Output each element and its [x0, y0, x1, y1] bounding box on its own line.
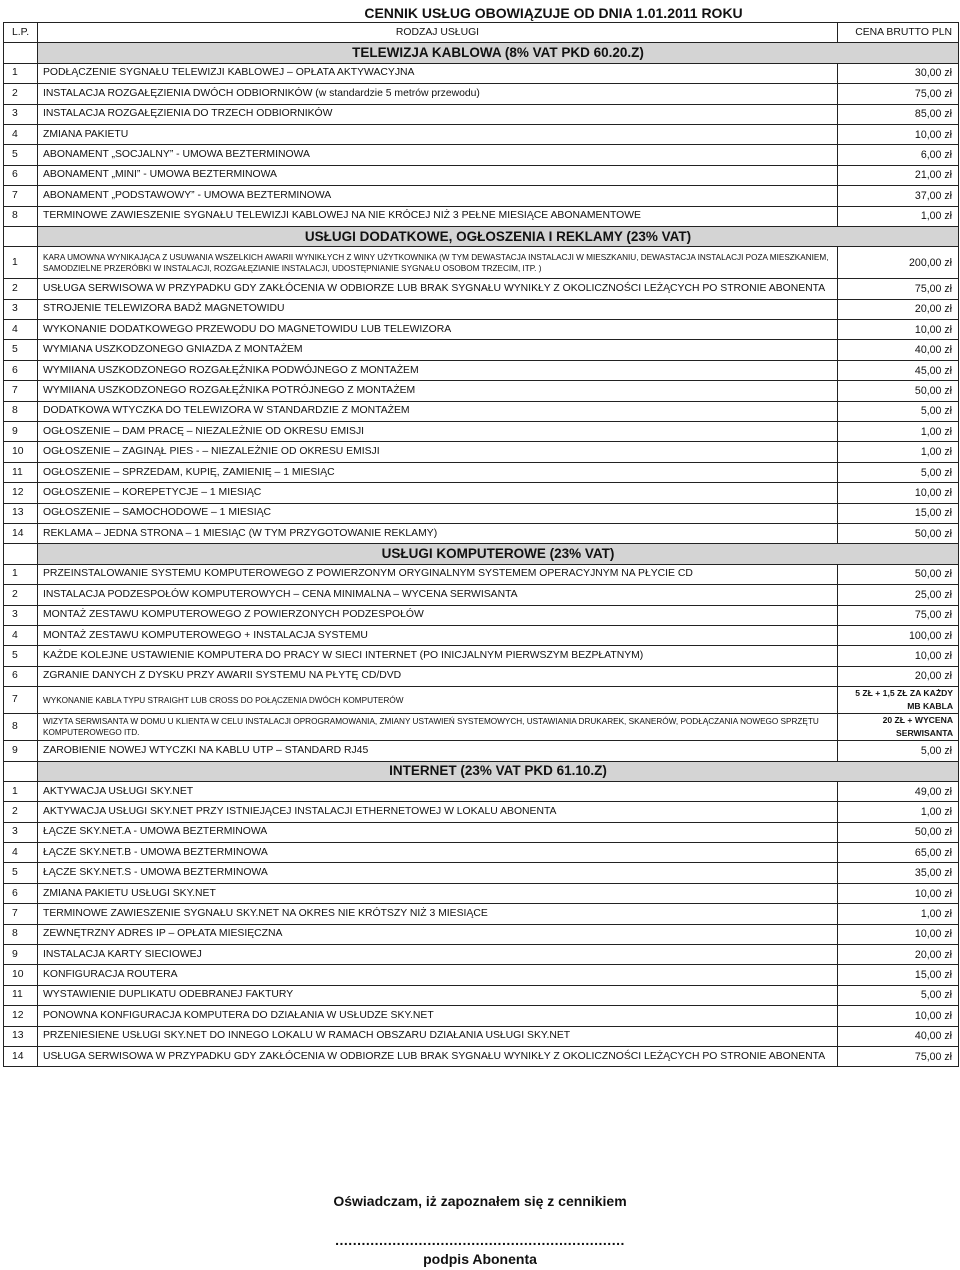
row-description: OGŁOSZENIE – SAMOCHODOWE – 1 MIESIĄC — [38, 503, 838, 523]
table-row — [4, 965, 959, 985]
row-number: 2 — [4, 279, 38, 299]
row-number: 1 — [4, 63, 38, 83]
column-header-lp: L.P. — [4, 23, 38, 43]
section-spacer — [4, 544, 38, 564]
table-row — [4, 462, 959, 482]
table-row — [4, 186, 959, 206]
row-description: ZAROBIENIE NOWEJ WTYCZKI NA KABLU UTP – STANDARD RJ45 — [38, 741, 838, 761]
table-row — [4, 63, 959, 83]
row-price: 10,00 zł — [838, 320, 959, 340]
row-description: ABONAMENT „MINI” - UMOWA BEZTERMINOWA — [38, 165, 838, 185]
row-price: 20,00 zł — [838, 666, 959, 686]
table-row — [4, 320, 959, 340]
row-number: 7 — [4, 381, 38, 401]
row-description: KAŻDE KOLEJNE USTAWIENIE KOMPUTERA DO PRACY W SIECI INTERNET (PO INICJALNYM PIERWSZYM BEZPŁATNYM) — [38, 646, 838, 666]
row-description: OGŁOSZENIE – ZAGINĄŁ PIES - – NIEZALEŻNIE OD OKRESU EMISJI — [38, 442, 838, 462]
row-description: AKTYWACJA USŁUGI SKY.NET — [38, 781, 838, 801]
row-description: PRZEINSTALOWANIE SYSTEMU KOMPUTEROWEGO Z POWIERZONYM ORYGINALNYM SYSTEMEM OPERACYJNYM NA PŁYCIE CD — [38, 564, 838, 584]
row-description: PONOWNA KONFIGURACJA KOMPUTERA DO DZIAŁANIA W USŁUDZE SKY.NET — [38, 1006, 838, 1026]
table-row — [4, 503, 959, 523]
table-row — [4, 381, 959, 401]
row-price: 20,00 zł — [838, 299, 959, 319]
section-spacer — [4, 761, 38, 781]
row-description: OGŁOSZENIE – DAM PRACĘ – NIEZALEŻNIE OD OKRESU EMISJI — [38, 422, 838, 442]
row-description: PRZENIESIENE USŁUGI SKY.NET DO INNEGO LOKALU W RAMACH OBSZARU DZIAŁANIA USŁUGI SKY.NET — [38, 1026, 838, 1046]
row-description: ABONAMENT „SOCJALNY” - UMOWA BEZTERMINOWA — [38, 145, 838, 165]
row-price: 200,00 zł — [838, 247, 959, 279]
table-row — [4, 84, 959, 104]
table-row — [4, 843, 959, 863]
row-price: 15,00 zł — [838, 503, 959, 523]
section-spacer — [4, 226, 38, 246]
price-list-sheet — [3, 4, 958, 1067]
row-price: 5 ZŁ + 1,5 ZŁ ZA KAŻDY MB KABLA — [838, 687, 959, 714]
table-row — [4, 279, 959, 299]
row-price: 50,00 zł — [838, 523, 959, 543]
row-number: 4 — [4, 625, 38, 645]
table-row — [4, 802, 959, 822]
table-row — [4, 1006, 959, 1026]
row-number: 3 — [4, 299, 38, 319]
section-heading: INTERNET (23% VAT PKD 61.10.Z) — [38, 761, 959, 781]
table-row — [4, 124, 959, 144]
row-number: 2 — [4, 802, 38, 822]
table-row — [4, 247, 959, 279]
table-row — [4, 883, 959, 903]
row-number: 1 — [4, 781, 38, 801]
table-row — [4, 985, 959, 1005]
table-row — [4, 104, 959, 124]
row-description: WIZYTA SERWISANTA W DOMU U KLIENTA W CELU INSTALACJI OPROGRAMOWANIA, ZMIANY USTAWIEŃ SYSTEMOWYCH, USTAWIANIA DRUKAREK, SKANERÓW, PODŁĄCZANIA NOWEGO SPRZĘTU KOMPUTEROWEGO ITD. — [38, 714, 838, 741]
row-number: 8 — [4, 714, 38, 741]
row-description: INSTALACJA PODZESPOŁÓW KOMPUTEROWYCH – CENA MINIMALNA – WYCENA SERWISANTA — [38, 585, 838, 605]
row-price: 10,00 zł — [838, 124, 959, 144]
row-description: KONFIGURACJA ROUTERA — [38, 965, 838, 985]
row-number: 9 — [4, 422, 38, 442]
signature-line: .................................................................. — [335, 1232, 625, 1248]
row-description: WYMIIANA USZKODZONEGO ROZGAŁĘŹNIKA POTRÓJNEGO Z MONTAŻEM — [38, 381, 838, 401]
row-number: 6 — [4, 883, 38, 903]
row-price: 6,00 zł — [838, 145, 959, 165]
row-number: 7 — [4, 904, 38, 924]
section-header-row — [4, 43, 959, 63]
row-number: 4 — [4, 843, 38, 863]
section-heading: USŁUGI DODATKOWE, OGŁOSZENIA I REKLAMY (23% VAT) — [38, 226, 959, 246]
row-number: 1 — [4, 247, 38, 279]
section-header-row — [4, 544, 959, 564]
row-number: 14 — [4, 1046, 38, 1066]
row-description: USŁUGA SERWISOWA W PRZYPADKU GDY ZAKŁÓCENIA W ODBIORZE LUB BRAK SYGNAŁU WYNIKŁY Z OKOLICZNOŚCI LEŻĄCYCH PO STRONIE ABONENTA — [38, 279, 838, 299]
row-number: 5 — [4, 340, 38, 360]
row-price: 50,00 zł — [838, 381, 959, 401]
row-description: DODATKOWA WTYCZKA DO TELEWIZORA W STANDARDZIE Z MONTAŻEM — [38, 401, 838, 421]
title-row — [4, 4, 959, 23]
row-price: 15,00 zł — [838, 965, 959, 985]
row-number: 7 — [4, 186, 38, 206]
row-description: PODŁĄCZENIE SYGNAŁU TELEWIZJI KABLOWEJ – OPŁATA AKTYWACYJNA — [38, 63, 838, 83]
table-row — [4, 924, 959, 944]
table-row — [4, 206, 959, 226]
row-price: 37,00 zł — [838, 186, 959, 206]
row-price: 10,00 zł — [838, 646, 959, 666]
row-number: 3 — [4, 605, 38, 625]
row-price: 20,00 zł — [838, 945, 959, 965]
table-row — [4, 1026, 959, 1046]
section-header-row — [4, 761, 959, 781]
row-description: ZMIANA PAKIETU USŁUGI SKY.NET — [38, 883, 838, 903]
row-price: 75,00 zł — [838, 84, 959, 104]
table-row — [4, 945, 959, 965]
table-row — [4, 1046, 959, 1066]
table-row — [4, 523, 959, 543]
row-price: 75,00 zł — [838, 279, 959, 299]
row-price: 1,00 zł — [838, 206, 959, 226]
row-number: 2 — [4, 84, 38, 104]
row-number: 10 — [4, 965, 38, 985]
row-price: 5,00 zł — [838, 741, 959, 761]
row-price: 30,00 zł — [838, 63, 959, 83]
row-description: INSTALACJA ROZGAŁĘZIENIA DWÓCH ODBIORNIKÓW (w standardzie 5 metrów przewodu) — [38, 84, 838, 104]
table-row — [4, 781, 959, 801]
row-description: ZMIANA PAKIETU — [38, 124, 838, 144]
table-row — [4, 145, 959, 165]
table-row — [4, 625, 959, 645]
row-number: 9 — [4, 945, 38, 965]
row-description: WYKONANIE KABLA TYPU STRAIGHT LUB CROSS DO POŁĄCZENIA DWÓCH KOMPUTERÓW — [38, 687, 838, 714]
row-description: ŁĄCZE SKY.NET.A - UMOWA BEZTERMINOWA — [38, 822, 838, 842]
row-price: 10,00 zł — [838, 883, 959, 903]
table-row — [4, 299, 959, 319]
row-price: 75,00 zł — [838, 605, 959, 625]
row-description: AKTYWACJA USŁUGI SKY.NET PRZY ISTNIEJĄCEJ INSTALACJI ETHERNETOWEJ W LOKALU ABONENTA — [38, 802, 838, 822]
row-number: 12 — [4, 483, 38, 503]
row-price: 45,00 zł — [838, 360, 959, 380]
page-title: CENNIK USŁUG OBOWIĄZUJE OD DNIA 1.01.2011 ROKU — [364, 5, 743, 21]
row-number: 8 — [4, 401, 38, 421]
row-description: ZGRANIE DANYCH Z DYSKU PRZY AWARII SYSTEMU NA PŁYTĘ CD/DVD — [38, 666, 838, 686]
row-price: 1,00 zł — [838, 442, 959, 462]
row-description: STROJENIE TELEWIZORA BADŹ MAGNETOWIDU — [38, 299, 838, 319]
row-number: 12 — [4, 1006, 38, 1026]
row-price: 25,00 zł — [838, 585, 959, 605]
row-price: 10,00 zł — [838, 483, 959, 503]
row-number: 6 — [4, 165, 38, 185]
table-row — [4, 714, 959, 741]
row-number: 6 — [4, 666, 38, 686]
row-price: 65,00 zł — [838, 843, 959, 863]
section-spacer — [4, 43, 38, 63]
row-price: 21,00 zł — [838, 165, 959, 185]
row-price: 5,00 zł — [838, 985, 959, 1005]
table-row — [4, 646, 959, 666]
row-description: TERMINOWE ZAWIESZENIE SYGNAŁU SKY.NET NA OKRES NIE KRÓTSZY NIŻ 3 MIESIĄCE — [38, 904, 838, 924]
row-description: USŁUGA SERWISOWA W PRZYPADKU GDY ZAKŁÓCENIA W ODBIORZE LUB BRAK SYGNAŁU WYNIKŁY Z OKOLICZNOŚCI LEŻĄCYCH PO STRONIE ABONENTA — [38, 1046, 838, 1066]
table-row — [4, 822, 959, 842]
row-price: 100,00 zł — [838, 625, 959, 645]
row-number: 11 — [4, 985, 38, 1005]
row-number: 4 — [4, 124, 38, 144]
price-table — [3, 4, 959, 1067]
row-number: 3 — [4, 104, 38, 124]
row-description: WYKONANIE DODATKOWEGO PRZEWODU DO MAGNETOWIDU LUB TELEWIZORA — [38, 320, 838, 340]
row-price: 40,00 zł — [838, 340, 959, 360]
table-row — [4, 360, 959, 380]
row-price: 20 ZŁ + WYCENA SERWISANTA — [838, 714, 959, 741]
row-number: 6 — [4, 360, 38, 380]
row-number: 14 — [4, 523, 38, 543]
row-number: 11 — [4, 462, 38, 482]
table-row — [4, 863, 959, 883]
row-description: MONTAŻ ZESTAWU KOMPUTEROWEGO + INSTALACJA SYSTEMU — [38, 625, 838, 645]
row-number: 5 — [4, 145, 38, 165]
column-header-price: CENA BRUTTO PLN — [838, 23, 959, 43]
table-row — [4, 564, 959, 584]
row-description: MONTAŻ ZESTAWU KOMPUTEROWEGO Z POWIERZONYCH PODZESPOŁÓW — [38, 605, 838, 625]
table-row — [4, 442, 959, 462]
table-row — [4, 666, 959, 686]
row-number: 9 — [4, 741, 38, 761]
price-table-body — [4, 4, 959, 1067]
row-number: 5 — [4, 646, 38, 666]
row-description: INSTALACJA KARTY SIECIOWEJ — [38, 945, 838, 965]
row-number: 10 — [4, 442, 38, 462]
row-number: 4 — [4, 320, 38, 340]
table-row — [4, 401, 959, 421]
row-price: 50,00 zł — [838, 822, 959, 842]
table-row — [4, 605, 959, 625]
section-heading: TELEWIZJA KABLOWA (8% VAT PKD 60.20.Z) — [38, 43, 959, 63]
row-price: 1,00 zł — [838, 802, 959, 822]
row-number: 8 — [4, 206, 38, 226]
row-description: INSTALACJA ROZGAŁĘZIENIA DO TRZECH ODBIORNIKÓW — [38, 104, 838, 124]
column-header-row — [4, 23, 959, 43]
row-number: 8 — [4, 924, 38, 944]
row-price: 49,00 zł — [838, 781, 959, 801]
row-description: OGŁOSZENIE – KOREPETYCJE – 1 MIESIĄC — [38, 483, 838, 503]
signature-label: podpis Abonenta — [423, 1251, 537, 1267]
row-description: REKLAMA – JEDNA STRONA – 1 MIESIĄC (W TYM PRZYGOTOWANIE REKLAMY) — [38, 523, 838, 543]
row-price: 10,00 zł — [838, 1006, 959, 1026]
row-number: 13 — [4, 503, 38, 523]
row-price: 1,00 zł — [838, 904, 959, 924]
row-price: 1,00 zł — [838, 422, 959, 442]
table-row — [4, 340, 959, 360]
row-description: WYMIANA USZKODZONEGO GNIAZDA Z MONTAŻEM — [38, 340, 838, 360]
row-description: ZEWNĘTRZNY ADRES IP – OPŁATA MIESIĘCZNA — [38, 924, 838, 944]
row-description: ŁĄCZE SKY.NET.S - UMOWA BEZTERMINOWA — [38, 863, 838, 883]
table-row — [4, 585, 959, 605]
row-description: WYMIIANA USZKODZONEGO ROZGAŁĘŹNIKA PODWÓJNEGO Z MONTAŻEM — [38, 360, 838, 380]
table-row — [4, 422, 959, 442]
footer-statement: Oświadczam, iż zapoznałem się z cennikiem — [333, 1193, 627, 1209]
row-description: ABONAMENT „PODSTAWOWY” - UMOWA BEZTERMINOWA — [38, 186, 838, 206]
row-price: 40,00 zł — [838, 1026, 959, 1046]
column-header-service: RODZAJ USŁUGI — [38, 23, 838, 43]
row-description: OGŁOSZENIE – SPRZEDAM, KUPIĘ, ZAMIENIĘ – 1 MIESIĄC — [38, 462, 838, 482]
row-price: 35,00 zł — [838, 863, 959, 883]
row-price: 85,00 zł — [838, 104, 959, 124]
row-number: 7 — [4, 687, 38, 714]
section-heading: USŁUGI KOMPUTEROWE (23% VAT) — [38, 544, 959, 564]
section-header-row — [4, 226, 959, 246]
table-row — [4, 165, 959, 185]
row-price: 50,00 zł — [838, 564, 959, 584]
row-number: 3 — [4, 822, 38, 842]
table-row — [4, 687, 959, 714]
row-description: ŁĄCZE SKY.NET.B - UMOWA BEZTERMINOWA — [38, 843, 838, 863]
table-row — [4, 904, 959, 924]
row-number: 13 — [4, 1026, 38, 1046]
row-price: 5,00 zł — [838, 462, 959, 482]
row-description: KARA UMOWNA WYNIKAJĄCA Z USUWANIA WSZELKICH AWARII WYNIKŁYCH Z WINY UŻYTKOWNIKA (W TYM DEWASTACJA INSTALACJI W MIESZKANIU, DEWASTACJA INSTALACJI POZA MIESZKANIEM, SAMODZIELNE PRZERÓBKI W INSTALACJI, ROZGAŁĘZIANIE INSTALACJI, UDOSTĘPNIANIE SYGNAŁU OSOBOM TRZECIM, ITP. ) — [38, 247, 838, 279]
row-price: 5,00 zł — [838, 401, 959, 421]
table-row — [4, 483, 959, 503]
row-price: 75,00 zł — [838, 1046, 959, 1066]
row-description: WYSTAWIENIE DUPLIKATU ODEBRANEJ FAKTURY — [38, 985, 838, 1005]
row-price: 10,00 zł — [838, 924, 959, 944]
row-number: 1 — [4, 564, 38, 584]
row-number: 5 — [4, 863, 38, 883]
row-description: TERMINOWE ZAWIESZENIE SYGNAŁU TELEWIZJI KABLOWEJ NA NIE KRÓCEJ NIŻ 3 PEŁNE MIESIĄCE ABONAMENTOWE — [38, 206, 838, 226]
row-number: 2 — [4, 585, 38, 605]
table-row — [4, 741, 959, 761]
